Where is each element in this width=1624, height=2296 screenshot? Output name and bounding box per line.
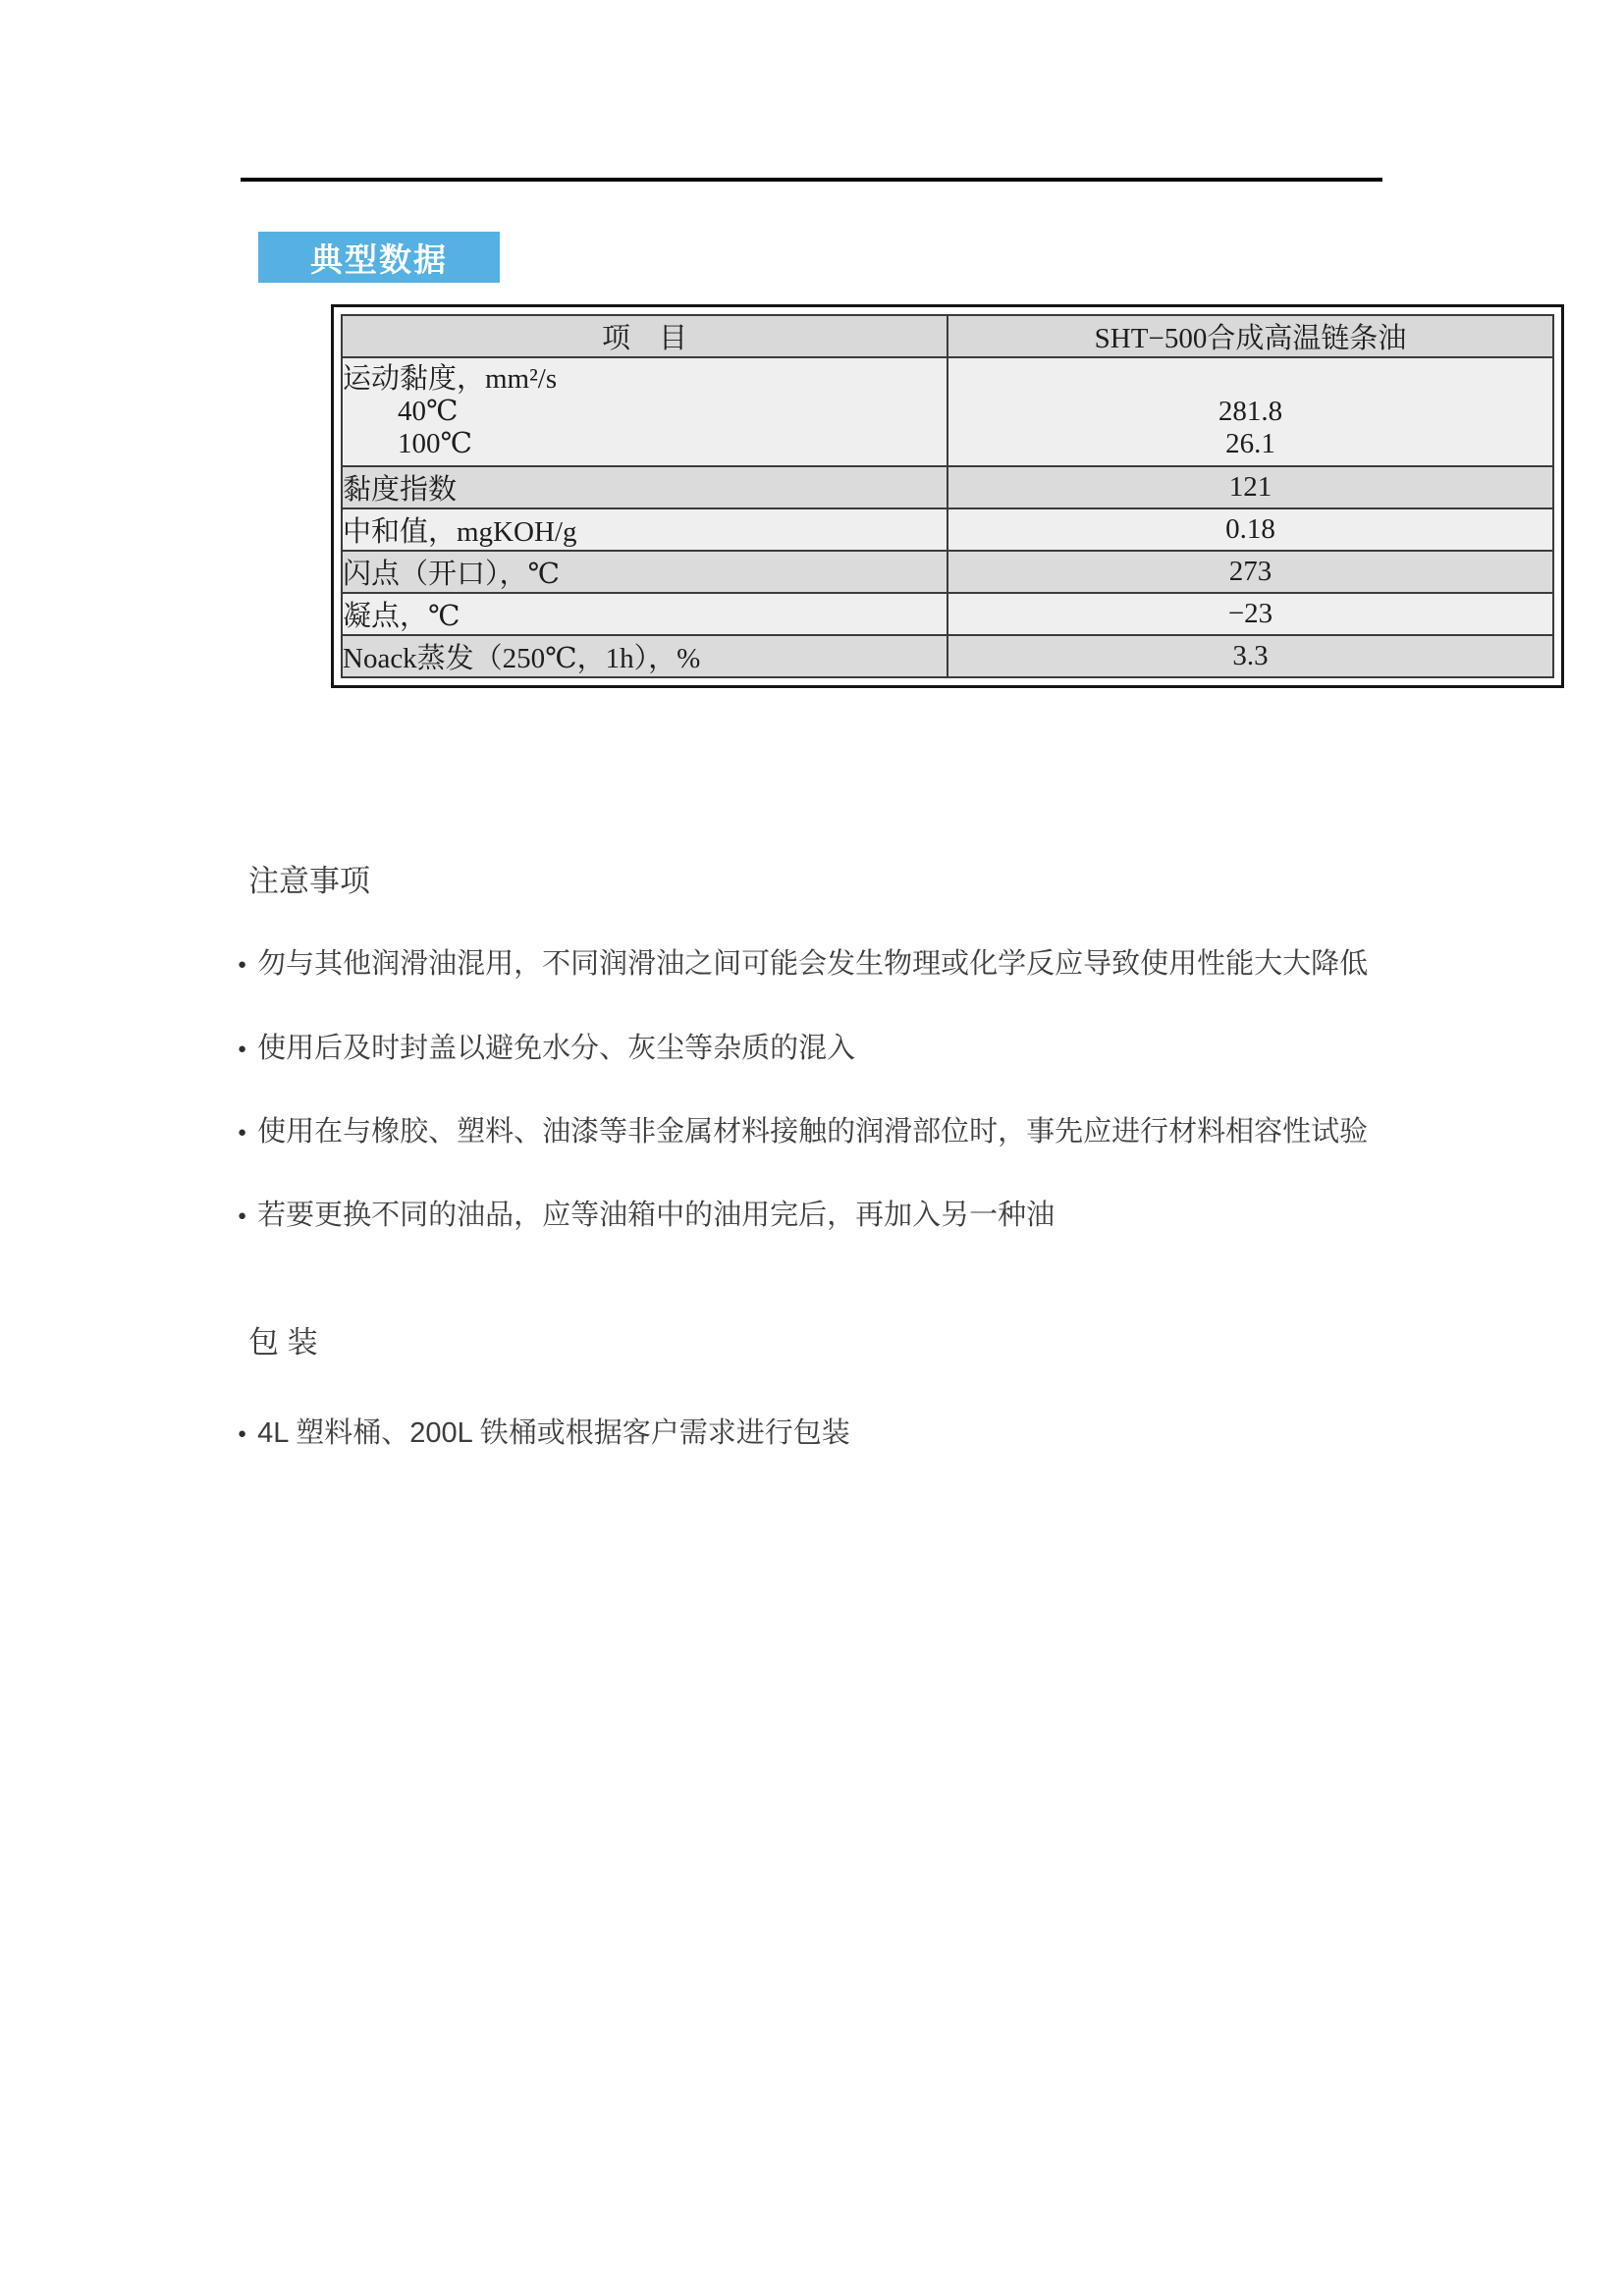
spec-table-frame [331,304,1564,688]
note-text: 若要更换不同的油品，应等油箱中的油用完后，再加入另一种油 [257,1200,1056,1231]
table-header-row [342,315,1553,357]
row-value-cell: −23 [947,593,1553,635]
row-value-cell: 121 [947,466,1553,508]
packaging-text: 4L 塑料桶、200L 铁桶或根据客户需求进行包装 [257,1417,850,1449]
viscosity-sub-label-100c: 100℃ [398,428,472,459]
table-header-item: 项 目 [342,315,947,357]
row-value-cell: 273 [947,551,1553,593]
packaging-heading: 包 装 [248,1325,318,1360]
viscosity-value-100c: 26.1 [1225,428,1275,459]
table-row-viscosity [342,357,1553,466]
bullet-icon: ● [238,1424,247,1442]
note-text: 使用后及时封盖以避免水分、灰尘等杂质的混入 [257,1033,856,1064]
bullet-icon: ● [238,1040,247,1057]
viscosity-label: 运动黏度，mm²/s [343,363,558,395]
note-item-4 [238,1194,1055,1237]
spec-table [341,314,1554,678]
note-text: 勿与其他润滑油混用，不同润滑油之间可能会发生物理或化学反应导致使用性能大大降低 [257,948,1369,980]
row-label-cell: 中和值，mgKOH/g [342,508,947,551]
viscosity-sub-label-40c: 40℃ [398,396,459,427]
row-value-cell: 3.3 [947,635,1553,677]
note-item-3 [238,1110,1368,1153]
row-label-cell: 凝点，℃ [342,593,947,635]
note-item-1 [238,942,1368,986]
top-rule-divider [241,178,1382,182]
row-label-cell: 黏度指数 [342,466,947,508]
row-label-cell: Noack蒸发（250℃，1h），% [342,635,947,677]
badge-label: 典型数据 [310,240,448,278]
row-value-cell: 0.18 [947,508,1553,551]
bullet-icon: ● [238,955,247,973]
notes-heading: 注意事项 [248,864,370,898]
note-item-2 [238,1027,855,1070]
table-row-flash-point [342,551,1553,593]
row-label-cell: 闪点（开口），℃ [342,551,947,593]
section-badge-typical-data [258,232,500,283]
bullet-icon: ● [238,1206,247,1224]
viscosity-label-cell [342,357,947,466]
table-row-viscosity-index [342,466,1553,508]
table-row-pour-point [342,593,1553,635]
packaging-item-1 [238,1412,850,1455]
viscosity-value-40c: 281.8 [1218,396,1283,427]
spacer-line [948,363,1552,396]
table-header-product: SHT−500合成高温链条油 [947,315,1553,357]
note-text: 使用在与橡胶、塑料、油漆等非金属材料接触的润滑部位时，事先应进行材料相容性试验 [257,1116,1369,1148]
table-row-noack [342,635,1553,677]
viscosity-value-cell [947,357,1553,466]
bullet-icon: ● [238,1123,247,1141]
table-row-neutralization [342,508,1553,551]
